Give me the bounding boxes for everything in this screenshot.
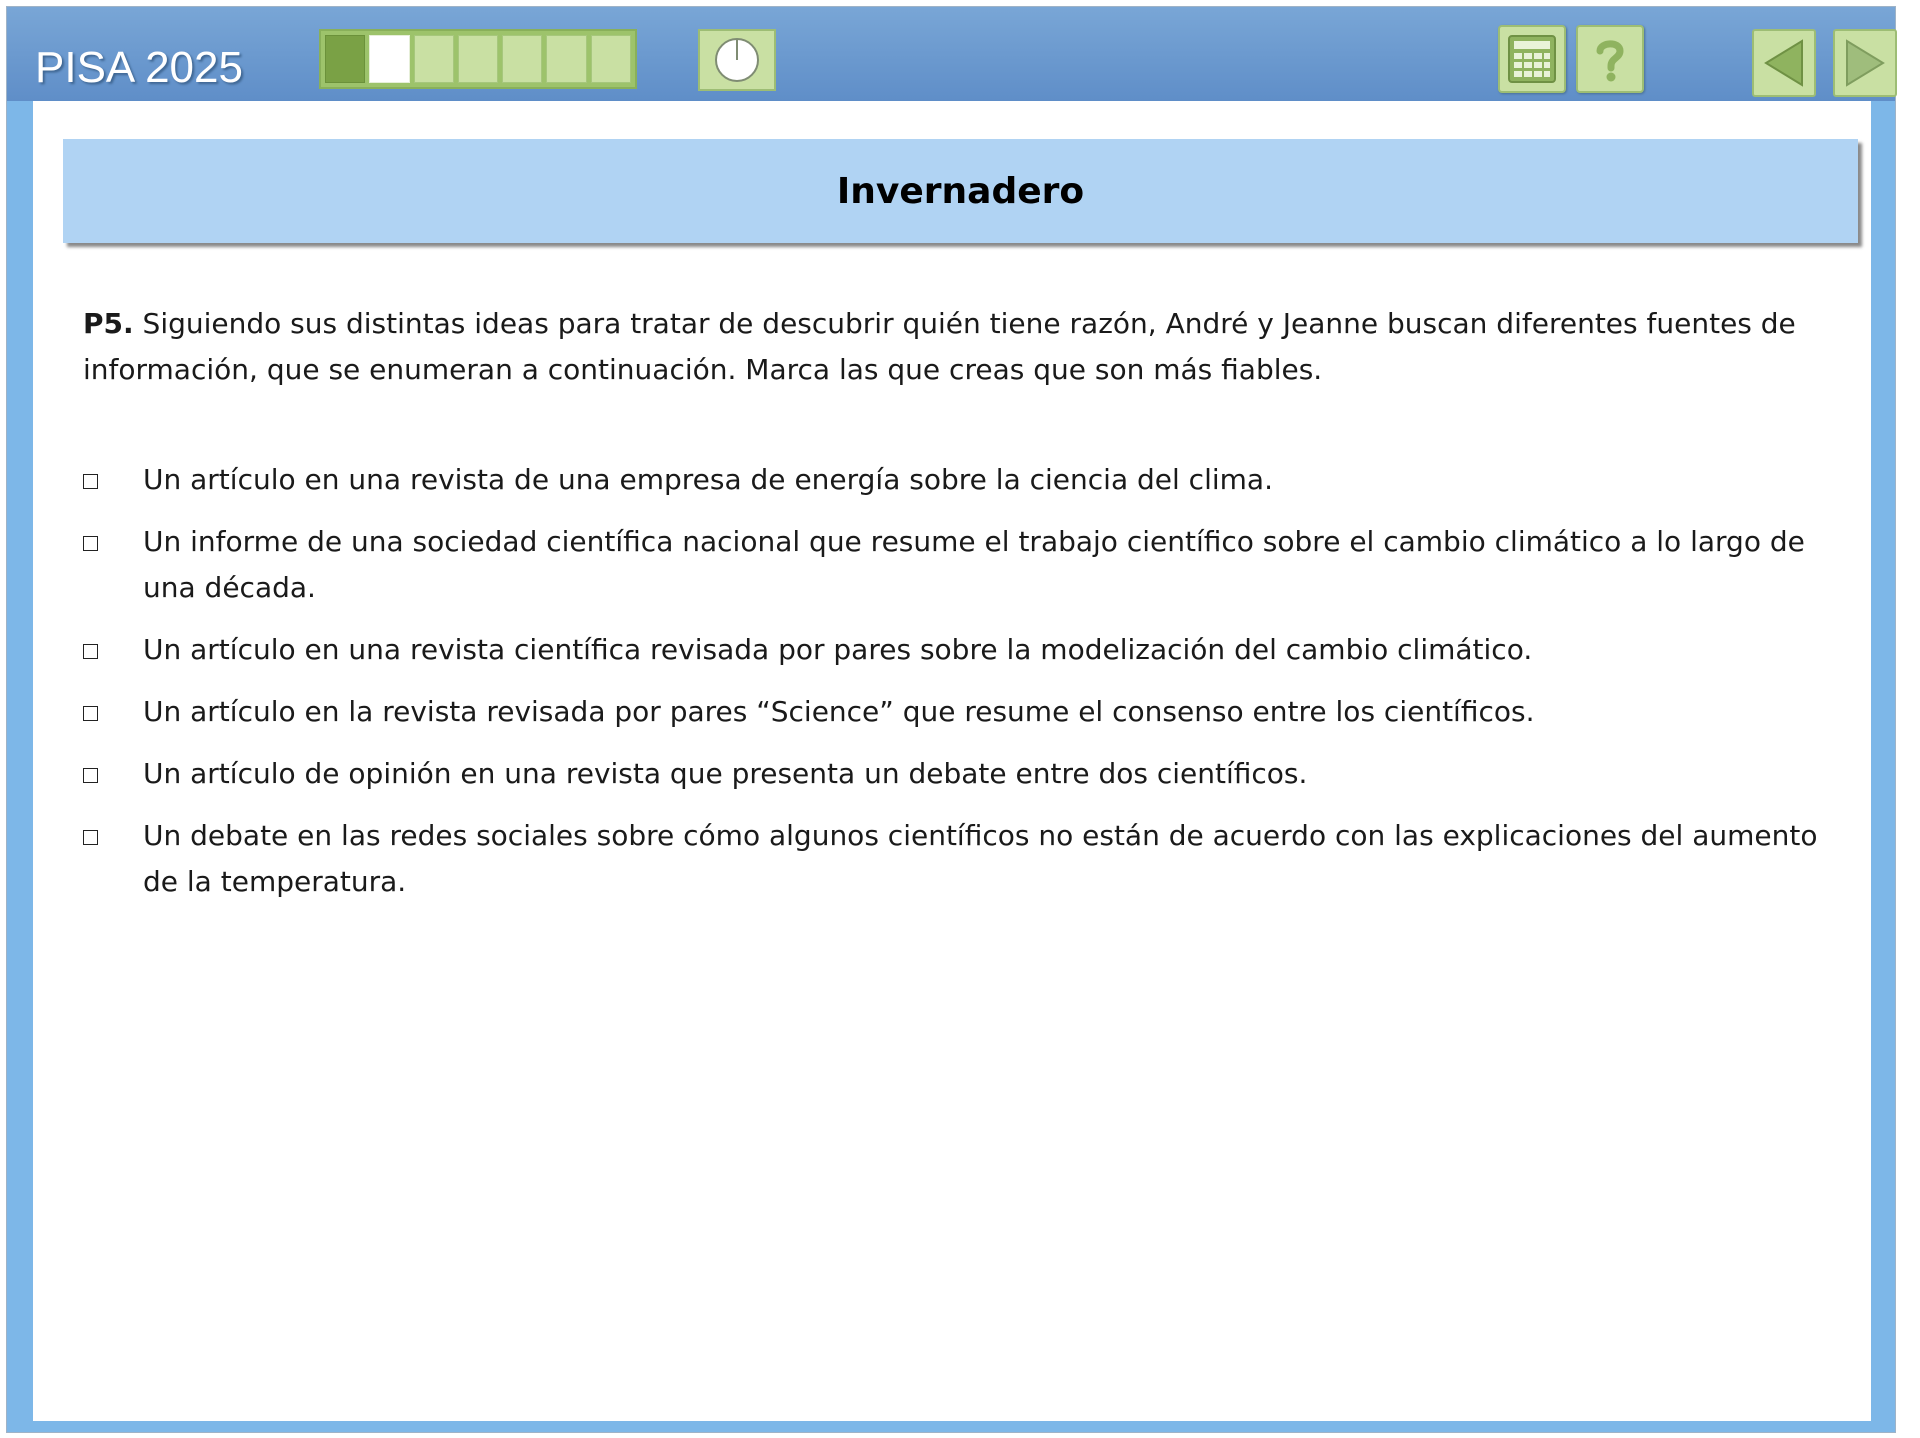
- progress-segment: [325, 35, 365, 83]
- progress-segment: [458, 35, 498, 83]
- option-checkbox[interactable]: [83, 474, 98, 489]
- next-button[interactable]: [1833, 29, 1897, 97]
- timer-icon: [713, 36, 761, 84]
- progress-segment: [369, 35, 409, 83]
- answer-option[interactable]: [83, 751, 1843, 797]
- option-checkbox[interactable]: [83, 644, 98, 659]
- option-label: Un artículo en una revista de una empresa de energía sobre la ciencia del clima.: [143, 463, 1273, 496]
- progress-segment: [591, 35, 631, 83]
- answer-options: [83, 457, 1843, 921]
- option-label: Un informe de una sociedad científica nacional que resume el trabajo científico sobre el cambio climático a lo largo de una década.: [143, 525, 1805, 604]
- unit-title: Invernadero: [836, 170, 1085, 212]
- question-mark-icon: [1584, 33, 1636, 85]
- arrow-right-icon: [1841, 37, 1889, 89]
- timer-button[interactable]: [698, 29, 776, 91]
- app-title: PISA 2025: [35, 43, 243, 92]
- arrow-left-icon: [1760, 37, 1808, 89]
- answer-option[interactable]: [83, 689, 1843, 735]
- calculator-button[interactable]: [1498, 25, 1566, 93]
- progress-segment: [414, 35, 454, 83]
- answer-option[interactable]: [83, 627, 1843, 673]
- option-checkbox[interactable]: [83, 768, 98, 783]
- previous-button[interactable]: [1752, 29, 1816, 97]
- answer-option[interactable]: [83, 519, 1843, 611]
- question-number: P5.: [83, 307, 134, 340]
- answer-option[interactable]: [83, 813, 1843, 905]
- option-label: Un artículo en una revista científica revisada por pares sobre la modelización del cambio climático.: [143, 633, 1533, 666]
- option-label: Un artículo en la revista revisada por pares “Science” que resume el consenso entre los científicos.: [143, 695, 1535, 728]
- progress-segment: [546, 35, 586, 83]
- question-prompt: [83, 301, 1843, 393]
- option-checkbox[interactable]: [83, 536, 98, 551]
- question-text: Siguiendo sus distintas ideas para tratar de descubrir quién tiene razón, André y Jeanne buscan diferentes fuentes de información, que se enumeran a continuación. Marca las que creas que son más fiables.: [83, 307, 1796, 386]
- top-toolbar: [7, 7, 1895, 101]
- option-checkbox[interactable]: [83, 830, 98, 845]
- calculator-icon: [1506, 33, 1558, 85]
- option-label: Un debate en las redes sociales sobre cómo algunos científicos no están de acuerdo con las explicaciones del aumento de la temperatura.: [143, 819, 1818, 898]
- unit-title-bar: [63, 139, 1858, 243]
- option-label: Un artículo de opinión en una revista que presenta un debate entre dos científicos.: [143, 757, 1308, 790]
- help-button[interactable]: [1576, 25, 1644, 93]
- option-checkbox[interactable]: [83, 706, 98, 721]
- app-frame: [6, 6, 1896, 1433]
- content-panel: [33, 101, 1871, 1421]
- progress-bar: [319, 29, 637, 89]
- answer-option[interactable]: [83, 457, 1843, 503]
- progress-segment: [502, 35, 542, 83]
